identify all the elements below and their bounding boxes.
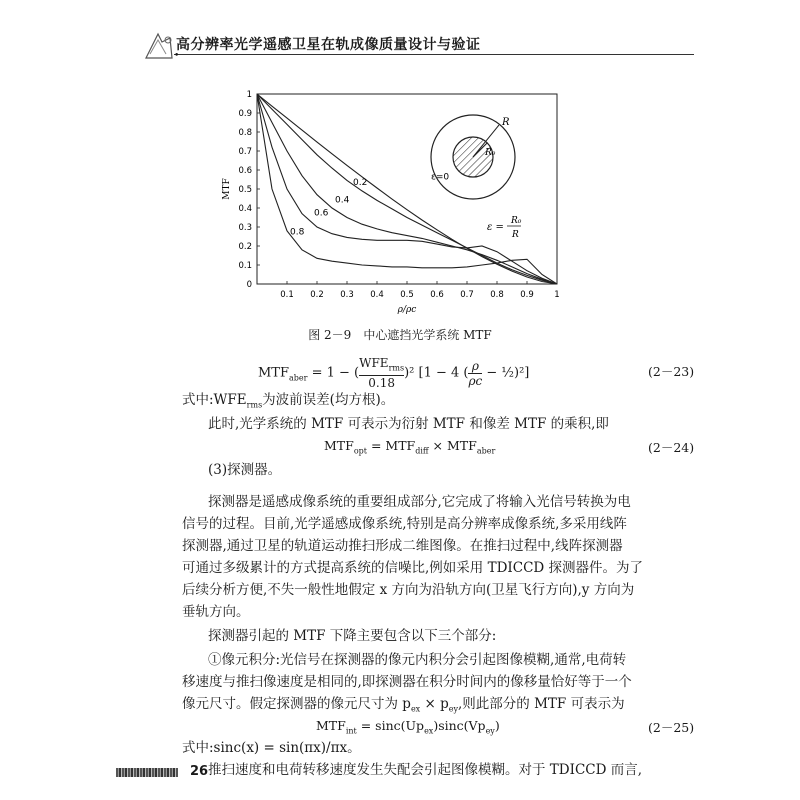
text-line-3: (3)探测器。: [208, 462, 282, 478]
y-tick-label: 0.6: [238, 166, 252, 176]
y-tick-label: 0.5: [238, 185, 252, 195]
paragraph-line: 推扫速度和电荷转移速度发生失配会引起图像模糊。对于 TDICCD 而言,: [208, 762, 643, 778]
paragraph-line: 后续分析方便,不失一般性地假定 x 方向为沿轨方向(卫星飞行方向),y 方向为: [182, 582, 635, 598]
y-tick-label: 0.8: [238, 128, 252, 138]
footer-decoration-bar: [116, 768, 178, 777]
equation-number-2-23: (2－23): [648, 364, 695, 379]
header-marker: •: [174, 51, 180, 61]
header-rule: [174, 54, 694, 55]
inset-label-R0: R₀: [485, 148, 496, 158]
paragraph-line: 移速度与推扫像速度是相同的,即探测器在积分时间内的像移量恰好等于一个: [182, 674, 632, 690]
annular-pupil-inset: [431, 115, 515, 199]
text-line-2: 此时,光学系统的 MTF 可表示为衍射 MTF 和像差 MTF 的乘积,即: [208, 416, 609, 432]
paragraph-line: 像元尺寸。假定探测器的像元尺寸为 $p_{ex} \times p_{ey}$,则此部分的 MTF 可表示为: [182, 696, 625, 714]
epsilon-definition: [487, 216, 522, 240]
paragraph-line: 信号的过程。目前,光学遥感成像系统,特别是高分辨率成像系统,多采用线阵: [182, 516, 627, 532]
x-tick-label: 0.3: [340, 290, 354, 300]
x-tick-label: 0.4: [370, 290, 384, 300]
equation-number-2-24: (2－24): [648, 440, 695, 455]
series-line-0: [257, 94, 557, 284]
svg-text:R: R: [512, 230, 519, 240]
paragraph-line: 探测器引起的 MTF 下降主要包含以下三个部分:: [208, 628, 497, 644]
equation-number-2-25: (2－25): [648, 720, 695, 735]
x-tick-label: 0.1: [280, 290, 294, 300]
x-axis-label: ρ/ρc: [397, 305, 417, 315]
paragraph-line: 垂轨方向。: [182, 604, 250, 620]
plot-frame: [257, 94, 557, 284]
paragraph-line: 探测器,通过卫星的轨道运动推扫形成二维图像。在推扫过程中,线阵探测器: [182, 538, 623, 554]
y-tick-label: 0.7: [238, 147, 252, 157]
y-tick-label: 0.4: [238, 204, 252, 214]
equation-2-24: $MTF_{opt} = MTF_{diff} \times MTF_{aber}$: [324, 438, 496, 456]
series-line-04: [257, 94, 557, 284]
mtf-chart: [215, 80, 585, 320]
inset-label-R: R: [502, 117, 510, 128]
equation-2-23: $MTF_{aber} = 1$ − ( $WFE_{rms}$ 0.18 )² [1 − 4 ( $\frac{\rho}{\rho c}$ − ½)²]: [258, 356, 530, 391]
figure-caption: 图 2－9 中心遮挡光学系统 MTF: [308, 328, 492, 342]
paragraph-line: 探测器是遥感成像系统的重要组成部分,它完成了将输入光信号转换为电: [208, 494, 631, 510]
equation-2-25: $MTF_{int} = \sin c(Up_{ex})\sin c(Vp_{ey})$: [316, 718, 500, 736]
x-tick-label: 0.2: [310, 290, 324, 300]
y-tick-label: 0.2: [238, 242, 252, 252]
paragraph-line: 可通过多级累计的方式提高系统的信噪比,例如采用 TDICCD 探测器件。为了: [182, 560, 644, 576]
book-logo-icon: [142, 30, 176, 62]
y-tick-label: 0.3: [238, 223, 252, 233]
x-tick-label: 0.6: [430, 290, 444, 300]
x-tick-label: 0.5: [400, 290, 414, 300]
series-label: 0.6: [314, 208, 329, 219]
x-tick-label: 0.9: [520, 290, 534, 300]
running-header-title: 高分辨率光学遥感卫星在轨成像质量设计与验证: [176, 37, 481, 53]
series-label: 0.4: [335, 195, 350, 206]
series-line-02: [257, 94, 557, 284]
y-tick-label: 0.1: [238, 261, 252, 271]
series-line-08: [257, 94, 557, 284]
svg-text:R₀: R₀: [511, 216, 522, 226]
page-number: 26: [190, 764, 209, 779]
x-tick-label: 0.8: [490, 290, 504, 300]
y-tick-label: 1: [246, 90, 252, 100]
x-tick-label: 0.7: [460, 290, 474, 300]
series-line-06: [257, 94, 557, 284]
paragraph-line: 式中:sinc(x) = sin(πx)/πx。: [182, 740, 361, 756]
x-tick-label: 1: [554, 290, 560, 300]
series-label: 0.8: [290, 227, 305, 238]
series-label: 0.2: [353, 178, 368, 189]
series-label: ε=0: [431, 172, 450, 183]
text-line-wfe: 式中$:WFE_{rms}$为波前误差(均方根)。: [182, 392, 395, 410]
y-tick-label: 0: [246, 280, 252, 290]
svg-text:ε =: ε =: [487, 222, 504, 233]
paragraph-line: ①像元积分:光信号在探测器的像元内积分会引起图像模糊,通常,电荷转: [208, 652, 627, 668]
y-axis-label: MTF: [222, 178, 232, 200]
y-tick-label: 0.9: [238, 109, 252, 119]
